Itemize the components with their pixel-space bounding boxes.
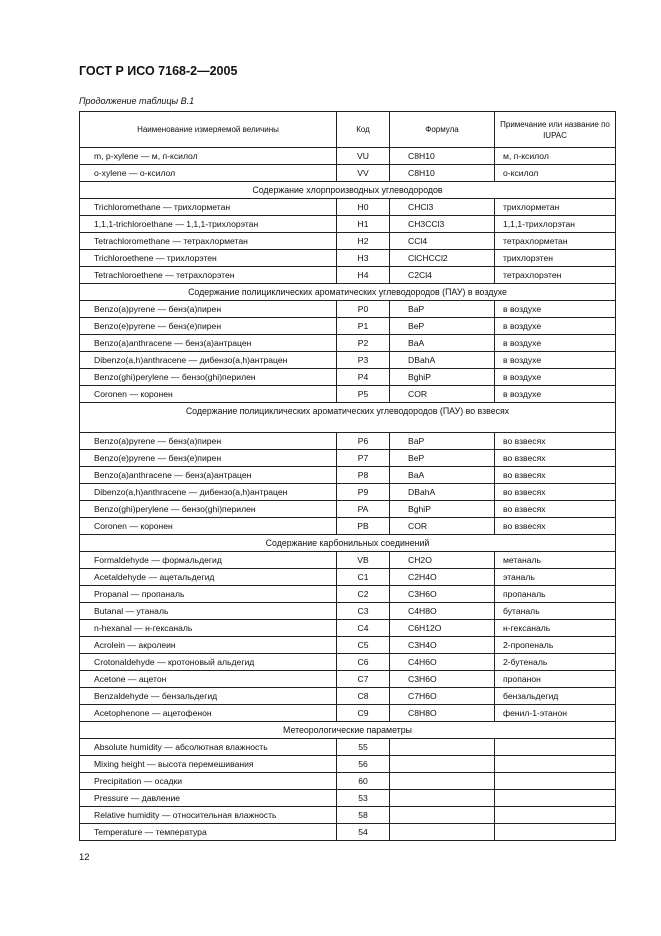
- table-row: [80, 569, 616, 586]
- cell-name: Relative humidity — относительная влажность: [80, 807, 337, 824]
- cell-formula: BaA: [390, 467, 495, 484]
- cell-code: H0: [337, 199, 390, 216]
- table-row: [80, 165, 616, 182]
- cell-name: Benzo(ghi)perylene — бензо(ghi)перилен: [80, 369, 337, 386]
- cell-code: P9: [337, 484, 390, 501]
- table-row: [80, 335, 616, 352]
- cell-name: o-xylene — о-ксилол: [80, 165, 337, 182]
- table-row: [80, 705, 616, 722]
- table-row: [80, 216, 616, 233]
- table-row: [80, 450, 616, 467]
- cell-code: PA: [337, 501, 390, 518]
- cell-code: C8: [337, 688, 390, 705]
- table-row: [80, 501, 616, 518]
- cell-code: C2: [337, 586, 390, 603]
- cell-note: [495, 807, 616, 824]
- cell-code: C3: [337, 603, 390, 620]
- cell-note: 1,1,1-трихлорэтан: [495, 216, 616, 233]
- cell-code: H3: [337, 250, 390, 267]
- table-row: [80, 654, 616, 671]
- table-row: [80, 467, 616, 484]
- cell-code: H4: [337, 267, 390, 284]
- cell-code: C9: [337, 705, 390, 722]
- cell-formula: BaA: [390, 335, 495, 352]
- cell-name: Benzo(a)pyrene — бенз(а)пирен: [80, 433, 337, 450]
- cell-name: Benzo(a)anthracene — бенз(а)антрацен: [80, 467, 337, 484]
- cell-formula: DBahA: [390, 352, 495, 369]
- cell-code: P0: [337, 301, 390, 318]
- table-row: [80, 671, 616, 688]
- cell-note: бензальдегид: [495, 688, 616, 705]
- cell-name: Benzo(ghi)perylene — бензо(ghi)перилен: [80, 501, 337, 518]
- cell-formula: C8H8O: [390, 705, 495, 722]
- standard-header: ГОСТ Р ИСО 7168-2—2005: [79, 64, 238, 78]
- section-row: [80, 182, 616, 199]
- cell-note: 2-пропеналь: [495, 637, 616, 654]
- cell-name: Trichloromethane — трихлорметан: [80, 199, 337, 216]
- cell-name: Temperature — температура: [80, 824, 337, 841]
- cell-name: Propanal — пропаналь: [80, 586, 337, 603]
- cell-note: пропанон: [495, 671, 616, 688]
- cell-formula: [390, 807, 495, 824]
- cell-note: во взвесях: [495, 450, 616, 467]
- cell-code: P5: [337, 386, 390, 403]
- section-title: Содержание хлорпроизводных углеводородов: [80, 182, 616, 199]
- cell-formula: C8H10: [390, 148, 495, 165]
- cell-name: Benzaldehyde — бензальдегид: [80, 688, 337, 705]
- cell-code: 60: [337, 773, 390, 790]
- cell-code: P8: [337, 467, 390, 484]
- cell-code: C6: [337, 654, 390, 671]
- table-row: [80, 352, 616, 369]
- section-title: Содержание карбонильных соединений: [80, 535, 616, 552]
- table-row: [80, 318, 616, 335]
- cell-note: тетрахлорэтен: [495, 267, 616, 284]
- cell-code: VU: [337, 148, 390, 165]
- cell-name: Absolute humidity — абсолютная влажность: [80, 739, 337, 756]
- column-header-formula: Формула: [390, 112, 495, 148]
- cell-formula: C3H6O: [390, 586, 495, 603]
- section-row: [80, 284, 616, 301]
- cell-formula: BaP: [390, 433, 495, 450]
- cell-code: 53: [337, 790, 390, 807]
- cell-name: Acetone — ацетон: [80, 671, 337, 688]
- cell-note: трихлорметан: [495, 199, 616, 216]
- cell-note: [495, 739, 616, 756]
- table-row: [80, 301, 616, 318]
- table-caption: Продолжение таблицы В.1: [79, 96, 195, 106]
- table-header-row: [80, 112, 616, 148]
- cell-name: Acetaldehyde — ацетальдегид: [80, 569, 337, 586]
- cell-name: Tetrachloromethane — тетрахлорметан: [80, 233, 337, 250]
- cell-formula: DBahA: [390, 484, 495, 501]
- section-row: [80, 722, 616, 739]
- cell-note: пропаналь: [495, 586, 616, 603]
- table-row: [80, 369, 616, 386]
- cell-name: Pressure — давление: [80, 790, 337, 807]
- cell-name: Mixing height — высота перемешивания: [80, 756, 337, 773]
- cell-formula: BeP: [390, 318, 495, 335]
- table-row: [80, 233, 616, 250]
- cell-code: 58: [337, 807, 390, 824]
- cell-code: P7: [337, 450, 390, 467]
- cell-note: во взвесях: [495, 501, 616, 518]
- table-row: [80, 807, 616, 824]
- cell-name: Tetrachloroethene — тетрахлорэтен: [80, 267, 337, 284]
- table-row: [80, 688, 616, 705]
- cell-name: Benzo(e)pyrene — бенз(е)пирен: [80, 318, 337, 335]
- cell-formula: C8H10: [390, 165, 495, 182]
- cell-name: Crotonaldehyde — кротоновый альдегид: [80, 654, 337, 671]
- cell-formula: [390, 756, 495, 773]
- cell-formula: C7H6O: [390, 688, 495, 705]
- cell-note: трихлорэтен: [495, 250, 616, 267]
- cell-formula: C6H12O: [390, 620, 495, 637]
- cell-note: [495, 756, 616, 773]
- section-title: Метеорологические параметры: [80, 722, 616, 739]
- cell-formula: C3H6O: [390, 671, 495, 688]
- cell-note: м, п-ксилол: [495, 148, 616, 165]
- cell-note: во взвесях: [495, 484, 616, 501]
- cell-name: n-hexanal — н-гексаналь: [80, 620, 337, 637]
- cell-name: Benzo(a)anthracene — бенз(а)антрацен: [80, 335, 337, 352]
- table-row: [80, 739, 616, 756]
- data-table: [79, 111, 616, 841]
- cell-formula: COR: [390, 386, 495, 403]
- section-title: Содержание полициклических ароматических углеводородов (ПАУ) в воздухе: [80, 284, 616, 301]
- cell-code: C7: [337, 671, 390, 688]
- cell-formula: BeP: [390, 450, 495, 467]
- table-row: [80, 484, 616, 501]
- cell-code: C4: [337, 620, 390, 637]
- cell-note: о-ксилол: [495, 165, 616, 182]
- cell-note: фенил-1-этанон: [495, 705, 616, 722]
- cell-code: VV: [337, 165, 390, 182]
- column-header-code: Код: [337, 112, 390, 148]
- table-row: [80, 386, 616, 403]
- table-row: [80, 603, 616, 620]
- cell-note: [495, 824, 616, 841]
- table-row: [80, 199, 616, 216]
- cell-name: Coronen — коронен: [80, 386, 337, 403]
- cell-note: во взвесях: [495, 433, 616, 450]
- cell-formula: [390, 739, 495, 756]
- column-header-name: Наименование измеряемой величины: [80, 112, 337, 148]
- section-row: [80, 403, 616, 433]
- cell-name: m, p-xylene — м, п-ксилол: [80, 148, 337, 165]
- cell-note: тетрахлорметан: [495, 233, 616, 250]
- cell-note: н-гексаналь: [495, 620, 616, 637]
- cell-name: Precipitation — осадки: [80, 773, 337, 790]
- cell-code: PB: [337, 518, 390, 535]
- cell-note: 2-бутеналь: [495, 654, 616, 671]
- cell-code: P6: [337, 433, 390, 450]
- table-row: [80, 773, 616, 790]
- cell-code: VB: [337, 552, 390, 569]
- cell-formula: BghiP: [390, 369, 495, 386]
- cell-note: этаналь: [495, 569, 616, 586]
- cell-code: H1: [337, 216, 390, 233]
- cell-name: Trichloroethene — трихлорэтен: [80, 250, 337, 267]
- section-row: [80, 535, 616, 552]
- cell-note: в воздухе: [495, 369, 616, 386]
- cell-name: Butanal — утаналь: [80, 603, 337, 620]
- cell-formula: CHCl3: [390, 199, 495, 216]
- cell-note: метаналь: [495, 552, 616, 569]
- table-row: [80, 824, 616, 841]
- table-row: [80, 250, 616, 267]
- cell-note: [495, 773, 616, 790]
- table-row: [80, 756, 616, 773]
- cell-name: 1,1,1-trichloroethane — 1,1,1-трихлорэтан: [80, 216, 337, 233]
- table-row: [80, 637, 616, 654]
- cell-note: в воздухе: [495, 335, 616, 352]
- cell-formula: BaP: [390, 301, 495, 318]
- cell-code: P3: [337, 352, 390, 369]
- cell-code: C5: [337, 637, 390, 654]
- cell-note: в воздухе: [495, 352, 616, 369]
- cell-formula: C4H6O: [390, 654, 495, 671]
- column-header-note: Примечание или название по IUPAC: [495, 112, 616, 148]
- table-row: [80, 586, 616, 603]
- cell-name: Benzo(e)pyrene — бенз(е)пирен: [80, 450, 337, 467]
- cell-name: Formaldehyde — формальдегид: [80, 552, 337, 569]
- cell-name: Dibenzo(a,h)anthracene — дибензо(а,h)антрацен: [80, 484, 337, 501]
- cell-formula: [390, 824, 495, 841]
- cell-code: P1: [337, 318, 390, 335]
- cell-code: C1: [337, 569, 390, 586]
- cell-name: Coronen — коронен: [80, 518, 337, 535]
- table-row: [80, 518, 616, 535]
- table-row: [80, 148, 616, 165]
- cell-code: H2: [337, 233, 390, 250]
- cell-name: Acetophenone — ацетофенон: [80, 705, 337, 722]
- cell-note: [495, 790, 616, 807]
- cell-note: бутаналь: [495, 603, 616, 620]
- cell-formula: C2H4O: [390, 569, 495, 586]
- cell-note: в воздухе: [495, 301, 616, 318]
- cell-formula: CH3CCl3: [390, 216, 495, 233]
- cell-formula: [390, 790, 495, 807]
- table-row: [80, 433, 616, 450]
- cell-code: 56: [337, 756, 390, 773]
- cell-note: в воздухе: [495, 318, 616, 335]
- cell-code: P4: [337, 369, 390, 386]
- cell-formula: C2Cl4: [390, 267, 495, 284]
- cell-formula: C3H4O: [390, 637, 495, 654]
- cell-code: 54: [337, 824, 390, 841]
- table-row: [80, 267, 616, 284]
- cell-formula: CH2O: [390, 552, 495, 569]
- cell-note: во взвесях: [495, 518, 616, 535]
- cell-formula: ClCHCCl2: [390, 250, 495, 267]
- cell-note: во взвесях: [495, 467, 616, 484]
- cell-name: Acrolein — акролеин: [80, 637, 337, 654]
- page-number: 12: [79, 852, 90, 863]
- cell-formula: C4H8O: [390, 603, 495, 620]
- cell-code: P2: [337, 335, 390, 352]
- cell-formula: [390, 773, 495, 790]
- table-row: [80, 620, 616, 637]
- cell-note: в воздухе: [495, 386, 616, 403]
- table-row: [80, 552, 616, 569]
- cell-name: Dibenzo(a,h)anthracene — дибензо(а,h)антрацен: [80, 352, 337, 369]
- cell-formula: COR: [390, 518, 495, 535]
- cell-name: Benzo(a)pyrene — бенз(а)пирен: [80, 301, 337, 318]
- section-title: Содержание полициклических ароматических углеводородов (ПАУ) во взвесях: [80, 403, 616, 433]
- cell-formula: BghiP: [390, 501, 495, 518]
- cell-formula: CCl4: [390, 233, 495, 250]
- cell-code: 55: [337, 739, 390, 756]
- table-row: [80, 790, 616, 807]
